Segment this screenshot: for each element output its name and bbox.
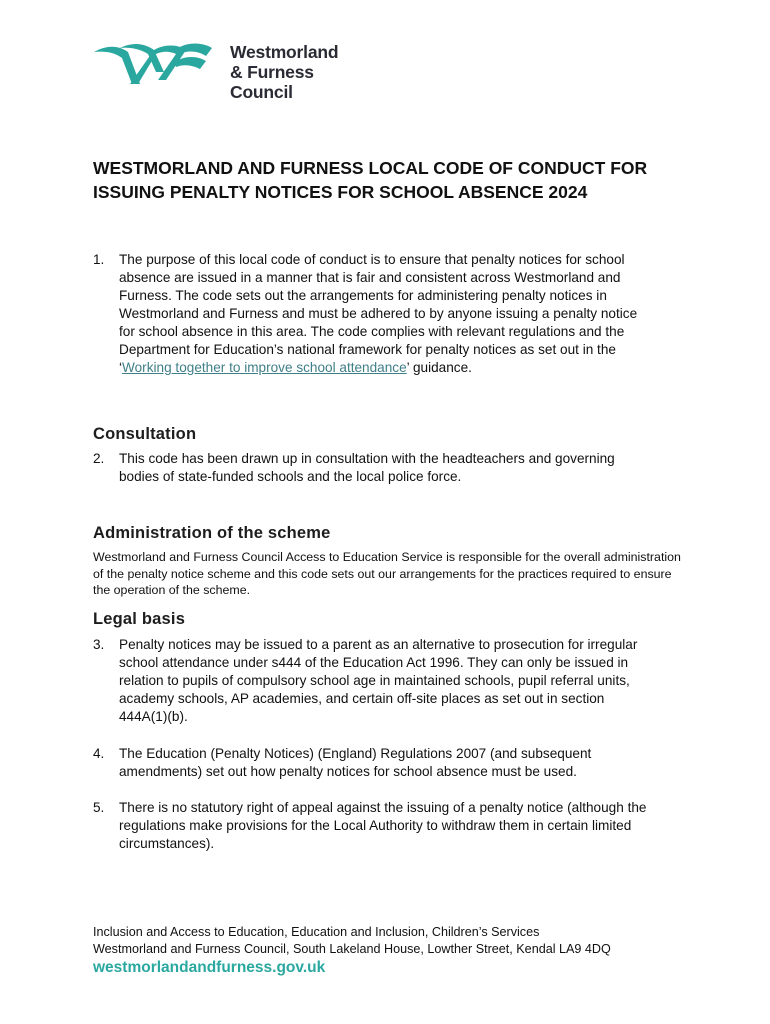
page-footer bbox=[93, 924, 713, 978]
logo-line-1: Westmorland bbox=[230, 42, 339, 62]
legal-basis-heading: Legal basis bbox=[93, 610, 186, 628]
paragraph-3 bbox=[93, 636, 653, 726]
paragraph-number: 3. bbox=[93, 637, 105, 652]
paragraph-number: 5. bbox=[93, 800, 105, 815]
document-title: WESTMORLAND AND FURNESS LOCAL CODE OF CONDUCT FOR ISSUING PENALTY NOTICES FOR SCHOOL ABSENCE 2024 bbox=[93, 158, 648, 202]
council-logo-text bbox=[230, 42, 338, 102]
paragraph-4 bbox=[93, 745, 653, 781]
paragraph-number: 2. bbox=[93, 451, 105, 466]
paragraph-text-before: The purpose of this local code of conduct is to ensure that penalty notices for school absence are issued in a manner that is fair and consistent across Westmorland and Furness. The code sets out the arrangements for administering penalty notices in Westmorland and Furness and must be adhered to by anyone issuing a penalty notice for school absence in this area. The code complies with relevant regulations and the Department for Education’s national framework for penalty notices as set out in the ‘ bbox=[119, 252, 638, 375]
footer-website-link[interactable]: westmorlandandfurness.gov.uk bbox=[93, 959, 326, 976]
working-together-link[interactable]: Working together to improve school attendance bbox=[122, 360, 407, 375]
logo-line-2: & Furness bbox=[230, 62, 314, 82]
paragraph-number: 1. bbox=[93, 252, 105, 267]
logo-wave-1 bbox=[94, 47, 140, 84]
paragraph-text: Penalty notices may be issued to a parent as an alternative to prosecution for irregular school attendance under s444 of the Education Act 1996. They can only be issued in relation to pupils of compulsory school age in maintained schools, pupil referral units, academy schools, AP academies, and certain off-site places as set out in section 444A(1)(b). bbox=[119, 637, 638, 724]
paragraph-text-after: ’ guidance. bbox=[406, 360, 472, 375]
consultation-heading: Consultation bbox=[93, 425, 197, 443]
paragraph-1 bbox=[93, 251, 653, 377]
administration-paragraph: Westmorland and Furness Council Access to Education Service is responsible for the overall administration of the penalty notice scheme and this code sets out our arrangements for the practices required to ensure the operation of the scheme. bbox=[93, 550, 681, 597]
paragraph-text bbox=[119, 251, 653, 377]
logo-line-3: Council bbox=[230, 82, 293, 102]
paragraph-text: This code has been drawn up in consultation with the headteachers and governing bodies of state-funded schools and the local police force. bbox=[119, 451, 615, 484]
footer-department: Inclusion and Access to Education, Education and Inclusion, Children’s Services bbox=[93, 925, 540, 939]
paragraph-text: There is no statutory right of appeal against the issuing of a penalty notice (although the regulations make provisions for the Local Authority to withdraw them in certain limited circumstances). bbox=[119, 800, 647, 851]
administration-heading: Administration of the scheme bbox=[93, 524, 331, 542]
footer-address: Westmorland and Furness Council, South Lakeland House, Lowther Street, Kendal LA9 4DQ bbox=[93, 941, 611, 956]
council-logo-mark-icon bbox=[94, 42, 220, 88]
paragraph-5 bbox=[93, 799, 653, 853]
council-logo bbox=[94, 42, 364, 104]
paragraph-2 bbox=[93, 450, 653, 486]
paragraph-text: The Education (Penalty Notices) (England) Regulations 2007 (and subsequent amendments) set out how penalty notices for school absence must be used. bbox=[119, 746, 592, 779]
paragraph-number: 4. bbox=[93, 746, 105, 761]
